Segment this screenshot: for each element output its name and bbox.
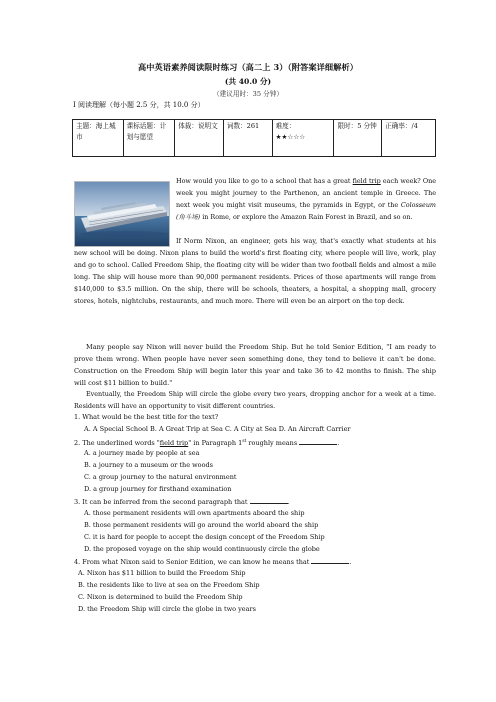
page-title: 高中英语素养阅读限时练习（高二上 3）（附答案详细解析） (137, 62, 359, 72)
paragraph-2: If Norm Nixon, an engineer, gets his way, that's exactly what students at his new school will be doing. Nixon plans to build the world's first floating city, where people will live, work, play and go to school. Called Freedom Ship, the floating city will be wider than two football fields and almost a mile long. The ship will house more than 90,000 permanent residents. Prices of those apartments will range from $140,000 to $3.5 million. On the ship, there will be schools, theaters, a hospital, a shopping mall, grocery stores, hotels, nightclubs, restaurants, and much more. There will even be an airport on the top deck. (74, 237, 436, 305)
question-1: 1. What would be the best title for the text? (74, 413, 219, 421)
section-heading: I 阅读理解（每小题 2.5 分，共 10.0 分） (73, 101, 205, 109)
question-1-options: A. A Special School B. A Great Trip at Sea C. A City at Sea D. An Aircraft Carrier (84, 425, 351, 433)
question-3-option-d: D. the proposed voyage on the ship would continuously circle the globe (84, 545, 320, 553)
accuracy-cell: 正确率：/4 (382, 120, 436, 157)
word-count-cell: 词数：261 (223, 120, 272, 157)
question-2-option-a: A. a journey made by people at sea (84, 449, 200, 457)
info-table (72, 119, 436, 157)
paragraph-1: How would you like to go to a school that has a great field trip each week? One week you might journey to the Parthenon, an ancient temple in Greece. The next week you might visit museums, the pyramids in Egypt, or the Colosseum (角斗场) in Rome, or explore the Amazon Rain Forest in Brazil, and so on. (176, 177, 436, 221)
field-trip-underline: field trip (352, 177, 381, 185)
question-3: 3. It can be inferred from the second paragraph that . (74, 498, 290, 506)
total-score: (共 40.0 分) (224, 77, 272, 86)
question-4-option-a: A. Nixon has $11 billion to build the Freedom Ship (78, 569, 246, 577)
difficulty-cell (272, 120, 334, 157)
question-4-option-c: C. Nixon is determined to build the Freedom Ship (78, 593, 243, 601)
paragraph-4: Eventually, the Freedom Ship will circle the globe every two years, dropping anchor for a week at a time. Residents will have an opportunity to visit different countries. (74, 390, 436, 410)
suggested-time: （建议用时：35 分钟） (213, 90, 283, 98)
topic-cell: 课标话题：计划与愿望 (123, 120, 175, 157)
difficulty-label: 难度： (275, 122, 296, 130)
question-3-option-c: C. it is hard for people to accept the design concept of the Freedom Ship (84, 533, 325, 541)
question-2: 2. The underlined words "field trip" in Paragraph 1st roughly means . (74, 439, 340, 448)
paragraph-3: Many people say Nixon will never build the Freedom Ship. But he told Senior Edition, "I am ready to prove them wrong. When people have never seen something done, they tend to believe it can't be done. Construction on the Freedom Ship will begin later this year and take 36 to 42 months to finish. The ship will cost $11 billion to build." (74, 343, 436, 387)
question-2-option-b: B. a journey to a museum or the woods (84, 461, 214, 469)
question-4-option-b: B. the residents like to live at sea on the Freedom Ship (78, 581, 260, 589)
difficulty-stars: ★★☆☆☆ (275, 132, 306, 141)
time-limit-cell: 限时：5 分钟 (334, 120, 382, 157)
question-3-option-a: A. those permanent residents will own apartments aboard the ship (84, 509, 305, 517)
question-3-option-b: B. those permanent residents will go around the world aboard the ship (84, 521, 319, 529)
genre-cell: 体裁：说明文 (175, 120, 224, 157)
theme-cell: 主题：海上城市 (73, 120, 124, 157)
question-4: 4. From what Nixon said to Senior Edition, we can know he means that . (74, 558, 352, 566)
question-2-option-c: C. a group journey to the natural environment (84, 473, 237, 481)
question-4-option-d: D. the Freedom Ship will circle the globe in two years (78, 605, 256, 613)
question-2-option-d: D. a group journey for firsthand examination (84, 485, 232, 493)
